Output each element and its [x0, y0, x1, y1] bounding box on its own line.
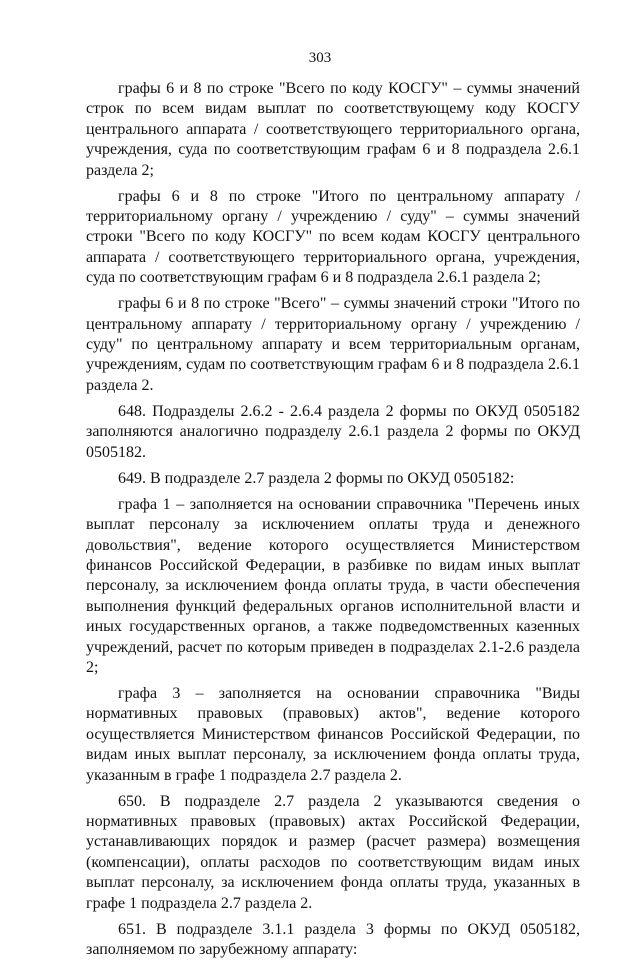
- document-body: [86, 79, 580, 966]
- paragraph-650: 650. В подразделе 2.7 раздела 2 указываются сведения о нормативных правовых (правовых) актах Российской Федерации, устанавливающих порядок и размер (расчет размера) возмещения (компенсации), оплаты расходов по соответствующим видам иных выплат персоналу, за исключением фонда оплаты труда, указанных в графе 1 подраздела 2.7 раздела 2.: [86, 792, 580, 912]
- paragraph-651: 651. В подразделе 3.1.1 раздела 3 формы по ОКУД 0505182, заполняемом по зарубежному аппарату:: [86, 920, 580, 958]
- paragraph-grafy-6-8-itogo: графы 6 и 8 по строке "Итого по центральному аппарату / территориальному органу / учреждению / суду" – суммы значений строки "Всего по коду КОСГУ" по всем кодам КОСГУ центрального аппарата / соответствующего территориального органа, учреждения, суда по соответствующим графам 6 и 8 подраздела 2.6.1 раздела 2;: [86, 187, 580, 287]
- paragraph-649: 649. В подразделе 2.7 раздела 2 формы по ОКУД 0505182:: [118, 469, 515, 487]
- paragraph-648: 648. Подразделы 2.6.2 - 2.6.4 раздела 2 формы по ОКУД 0505182 заполняются аналогично подразделу 2.6.1 раздела 2 формы по ОКУД 0505182.: [86, 402, 580, 461]
- paragraph-grafy-6-8-vsego: графы 6 и 8 по строке "Всего" – суммы значений строки "Итого по центральному аппарату / территориальному органу / учреждению / суду" по центральному аппарату и всем территориальным органам, учреждениям, судам по соответствующим графам 6 и 8 подраздела 2.6.1 раздела 2.: [86, 295, 580, 394]
- paragraph-grafy-6-8-vsego-po-kodu: графы 6 и 8 по строке "Всего по коду КОСГУ" – суммы значений строк по всем видам выплат по соответствующему коду КОСГУ центрального аппарата / соответствующего территориального органа, учреждения, суда по соответствующим графам 6 и 8 подраздела 2.6.1 раздела 2;: [86, 80, 580, 179]
- page-number: 303: [308, 50, 332, 66]
- paragraph-grafa-1: графа 1 – заполняется на основании справочника "Перечень иных выплат персоналу за исключением оплаты труда и денежного довольствия", ведение которого осуществляется Министерством финансов Российской Федерации, в разбивке по видам иных выплат персоналу, за исключением фонда оплаты труда, в части обеспечения выполнения функций федеральных органов исполнительной власти и иных государственных органов, а также подведомственных казенных учреждений, расчет по которым приведен в подразделах 2.1-2.6 раздела 2;: [86, 495, 580, 676]
- paragraph-grafa-3: графа 3 – заполняется на основании справочника "Виды нормативных правовых (правовых) актов", ведение которого осуществляется Министерством финансов Российской Федерации, по видам иных выплат персоналу, за исключением фонда оплаты труда, указанным в графе 1 подраздела 2.7 раздела 2.: [86, 684, 580, 784]
